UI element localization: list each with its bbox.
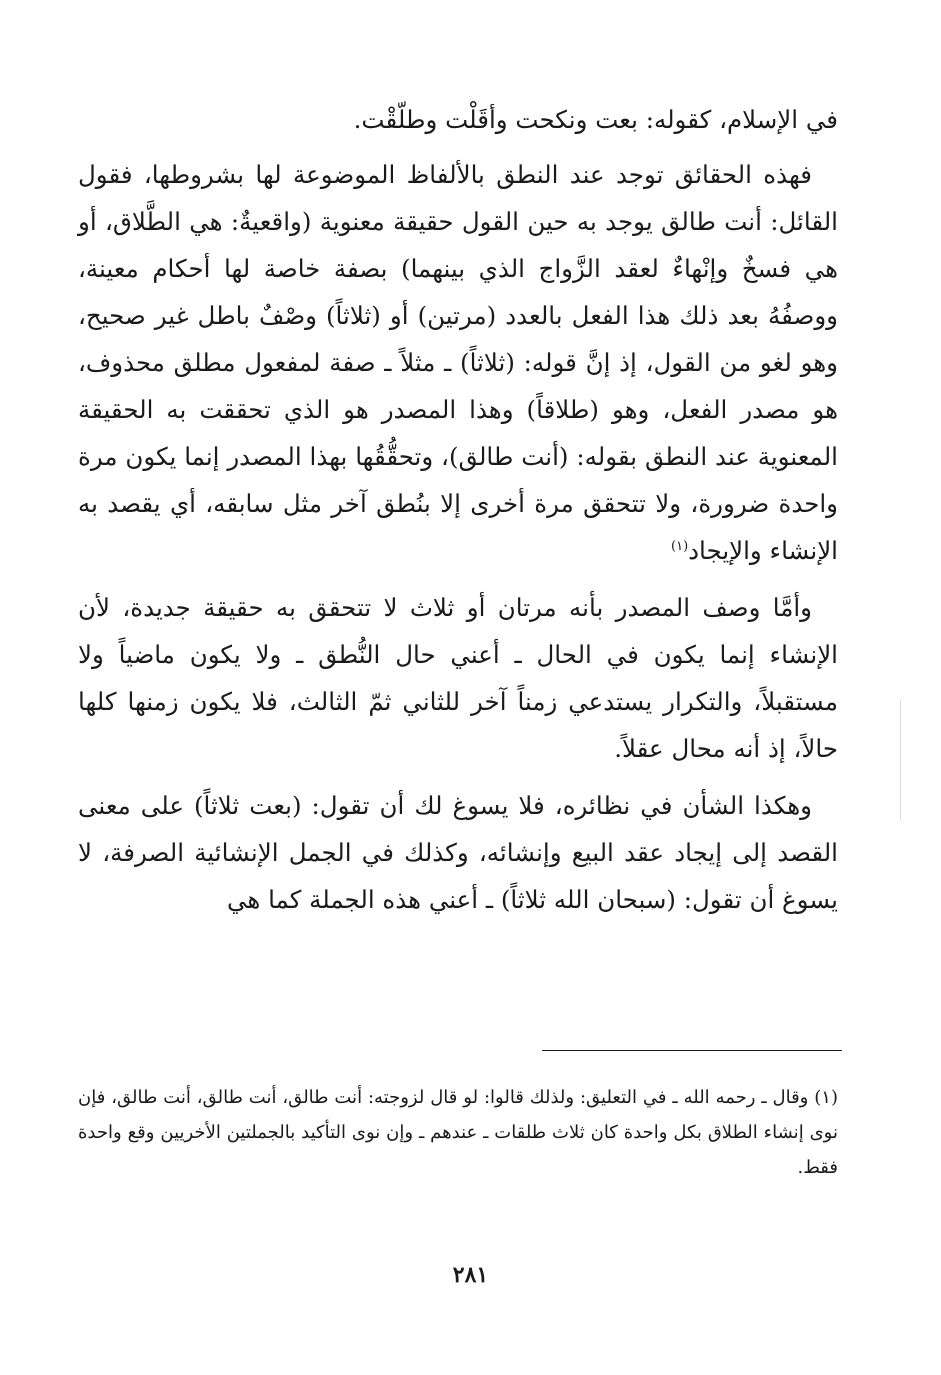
main-text — [78, 96, 838, 923]
footnote: (١) وقال ـ رحمه الله ـ في التعليق: ولذلك قالوا: لو قال لزوجته: أنت طالق، أنت طالق، أنت طالق، فإن نوى إنشاء الطلاق بكل واحدة كان ثلاث طلقات ـ عندهم ـ وإن نوى التأكيد بالجملتين الأخريين وقع واحدة فقط. — [78, 1087, 838, 1178]
footnote-divider — [542, 1050, 842, 1051]
scan-artifact — [900, 700, 901, 820]
paragraph-3: وأمَّا وصف المصدر بأنه مرتان أو ثلاث لا تتحقق به حقيقة جديدة، لأن الإنشاء إنما يكون في الحال ـ أعني حال النُّطق ـ ولا يكون ماضياً ولا مستقبلاً، والتكرار يستدعي زمناً آخر للثاني ثمّ الثالث، فلا يكون زمنها كلها حالاً، إذ أنه محال عقلاً. — [78, 593, 838, 763]
page-number: ٢٨١ — [452, 1262, 489, 1288]
paragraph-1: في الإسلام، كقوله: بعت ونكحت وأقَلْت وطلّقْت. — [353, 105, 838, 134]
paragraph-2: فهذه الحقائق توجد عند النطق بالألفاظ الموضوعة لها بشروطها، فقول القائل: أنت طالق يوجد به حين القول حقيقة معنوية (واقعيةٌ: هي الطَّلاق، أو هي فسخٌ وإنْهاءٌ لعقد الزَّواج الذي بينهما) بصفة خاصة لها أحكام معينة، ووصفُهُ بعد ذلك هذا الفعل بالعدد (مرتين) أو (ثلاثاً) وصْفٌ باطل غير صحيح، وهو لغو من القول، إذ إنَّ قوله: (ثلاثاً) ـ مثلاً ـ صفة لمفعول مطلق محذوف، هو مصدر الفعل، وهو (طلاقاً) وهذا المصدر هو الذي تحققت به الحقيقة المعنوية عند النطق بقوله: (أنت طالق)، وتحقُّقُها بهذا المصدر إنما يكون مرة واحدة ضرورة، ولا تتحقق مرة أخرى إلا بنُطق آخر مثل سابقه، أي يقصد به الإنشاء والإيجاد$^{(١)}$ — [78, 160, 838, 565]
footnote-reference[interactable]: (١) — [671, 538, 689, 554]
paragraph-4: وهكذا الشأن في نظائره، فلا يسوغ لك أن تقول: (بعت ثلاثاً) على معنى القصد إلى إيجاد عقد البيع وإنشائه، وكذلك في الجمل الإنشائية الصرفة، لا يسوغ أن تقول: (سبحان الله ثلاثاً) ـ أعني هذه الجملة كما هي — [78, 791, 838, 914]
